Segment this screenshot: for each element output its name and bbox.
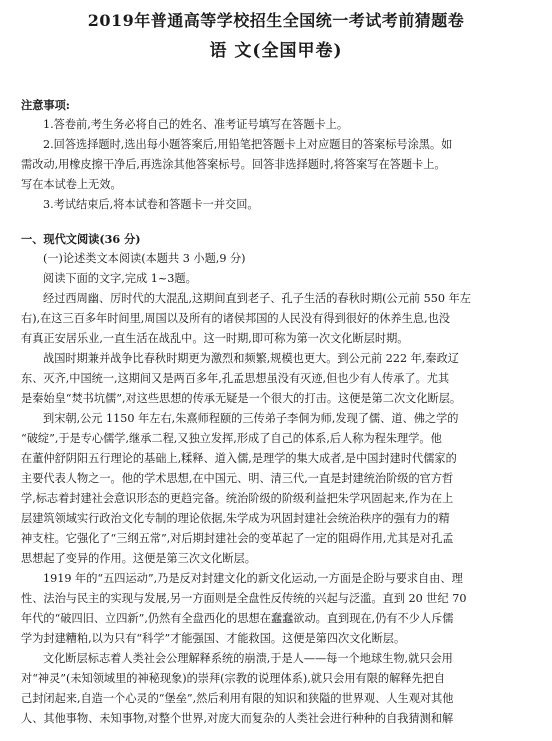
notice-heading: 注意事项: <box>21 98 70 112</box>
passage-line: 文化断层标志着人类社会公理解释系统的崩溃,于是人——每一个地球生物,就只会用 <box>43 652 453 665</box>
passage-line: 层建筑领域实行政治文化专制的理论依据,朱学成为巩固封建社会统治秩序的强有力的精 <box>21 512 450 525</box>
passage-line: 性、法治与民主的实现与发展,另一方面则是全盘性反传统的兴起与泛滥。直到 20 世纪 70 <box>21 592 467 605</box>
passage-line: 战国时期兼并战争比春秋时期更为激烈和频繁,规模也更大。到公元前 222 年,秦政辽 <box>43 352 459 365</box>
passage-paragraph <box>21 649 529 729</box>
notice-item: 3.考试结束后,将本试卷和答题卡一并交回。 <box>43 198 259 211</box>
passage-line: 在董仲舒阴阳五行理论的基础上,糅释、道入儒,是理学的集大成者,是中国封建时代儒家的 <box>21 452 457 465</box>
notice-item: 写在本试卷上无效。 <box>21 178 122 191</box>
passage-line: 学为封建糟粕,以为只有“科学”才能强国、才能救国。这便是第四次文化断层。 <box>21 632 406 645</box>
passage-line: 是秦始皇“焚书坑儒”,对这些思想的传承无疑是一个很大的打击。这便是第二次文化断层。 <box>21 392 462 405</box>
reading-instruction: 阅读下面的文字,完成 1~3题。 <box>43 272 197 285</box>
subject-title: 语 文(全国甲卷) <box>209 41 343 61</box>
passage-line: “破绽”,于是专心儒学,继承二程,又独立发挥,形成了自己的体系,后人称为程朱理学。他 <box>21 432 442 445</box>
passage-line: 1919 年的“五四运动”,乃是反对封建文化的新文化运动,一方面是企盼与要求自由、理 <box>43 572 463 585</box>
passage-line: 己封闭起来,自造一个心灵的“堡垒”,然后利用有限的知识和狭隘的世界观、人生观对其他 <box>21 692 454 705</box>
passage-line: 右),在这三百多年时间里,周国以及所有的诸侯邦国的人民没有得到很好的休养生息,也没 <box>21 312 450 325</box>
passage-line: 对“神灵”(未知领域里的神秘现象)的崇拜(宗教的说理体系),就只会用有限的解释先把自 <box>21 672 446 685</box>
passage-line: 神支柱。它强化了“三纲五常”,对后期封建社会的变革起了一定的阻碍作用,尤其是对孔孟 <box>21 532 454 545</box>
section-heading: 一、现代文阅读(36 分) <box>21 232 141 246</box>
passage-line: 人、其他事物、未知事物,对整个世界,对庞大而复杂的人类社会进行种种的自我猜测和解 <box>21 712 454 725</box>
passage-line: 经过西周幽、厉时代的大混乱,这期间直到老子、孔子生活的春秋时期(公元前 550 年左 <box>43 292 471 305</box>
exam-title: 2019年普通高等学校招生全国统一考试考前猜题卷 <box>87 11 465 30</box>
passage-line: 主要代表人物之一。他的学术思想,在中国元、明、清三代,一直是封建统治阶级的官方哲 <box>21 472 454 485</box>
passage-paragraph <box>21 289 529 349</box>
passage-line: 学,标志着封建社会意识形态的更趋完备。统治阶级的阶级利益把朱学巩固起来,作为在上 <box>21 492 454 505</box>
notice-item: 需改动,用橡皮擦干净后,再选涂其他答案标号。回答非选择题时,将答案写在答题卡上。 <box>21 158 446 171</box>
passage-line: 有真正安居乐业,一直生活在战乱中。这一时期,即可称为第一次文化断层时期。 <box>21 332 409 345</box>
sub-section-heading: (一)论述类文本阅读(本题共 3 小题,9 分) <box>43 252 246 265</box>
passage-line: 东、灭齐,中国统一,这期间又是两百多年,孔孟思想虽没有灭迹,但也少有人传承了。尤其 <box>21 372 450 385</box>
passage-line: 思想起了变异的作用。这便是第三次文化断层。 <box>21 552 256 565</box>
spacer <box>21 215 529 229</box>
passage-paragraph <box>21 349 529 409</box>
passage-paragraph <box>21 569 529 649</box>
passage-line: 年代的“破四旧、立四新”,仍然有全盘西化的思想在蠢蠢欲动。直到现在,仍有不少人斥儒 <box>21 612 454 625</box>
passage-paragraph <box>21 409 529 569</box>
notice-item: 2.回答选择题时,选出每小题答案后,用铅笔把答题卡上对应题目的答案标号涂黑。如 <box>43 138 453 151</box>
exam-content <box>21 95 529 729</box>
passage-line: 到宋朝,公元 1150 年左右,朱熹师程颐的三传弟子李侗为师,发现了儒、道、佛之学的 <box>43 412 459 425</box>
notice-item: 1.答卷前,考生务必将自己的姓名、准考证号填写在答题卡上。 <box>43 118 349 131</box>
